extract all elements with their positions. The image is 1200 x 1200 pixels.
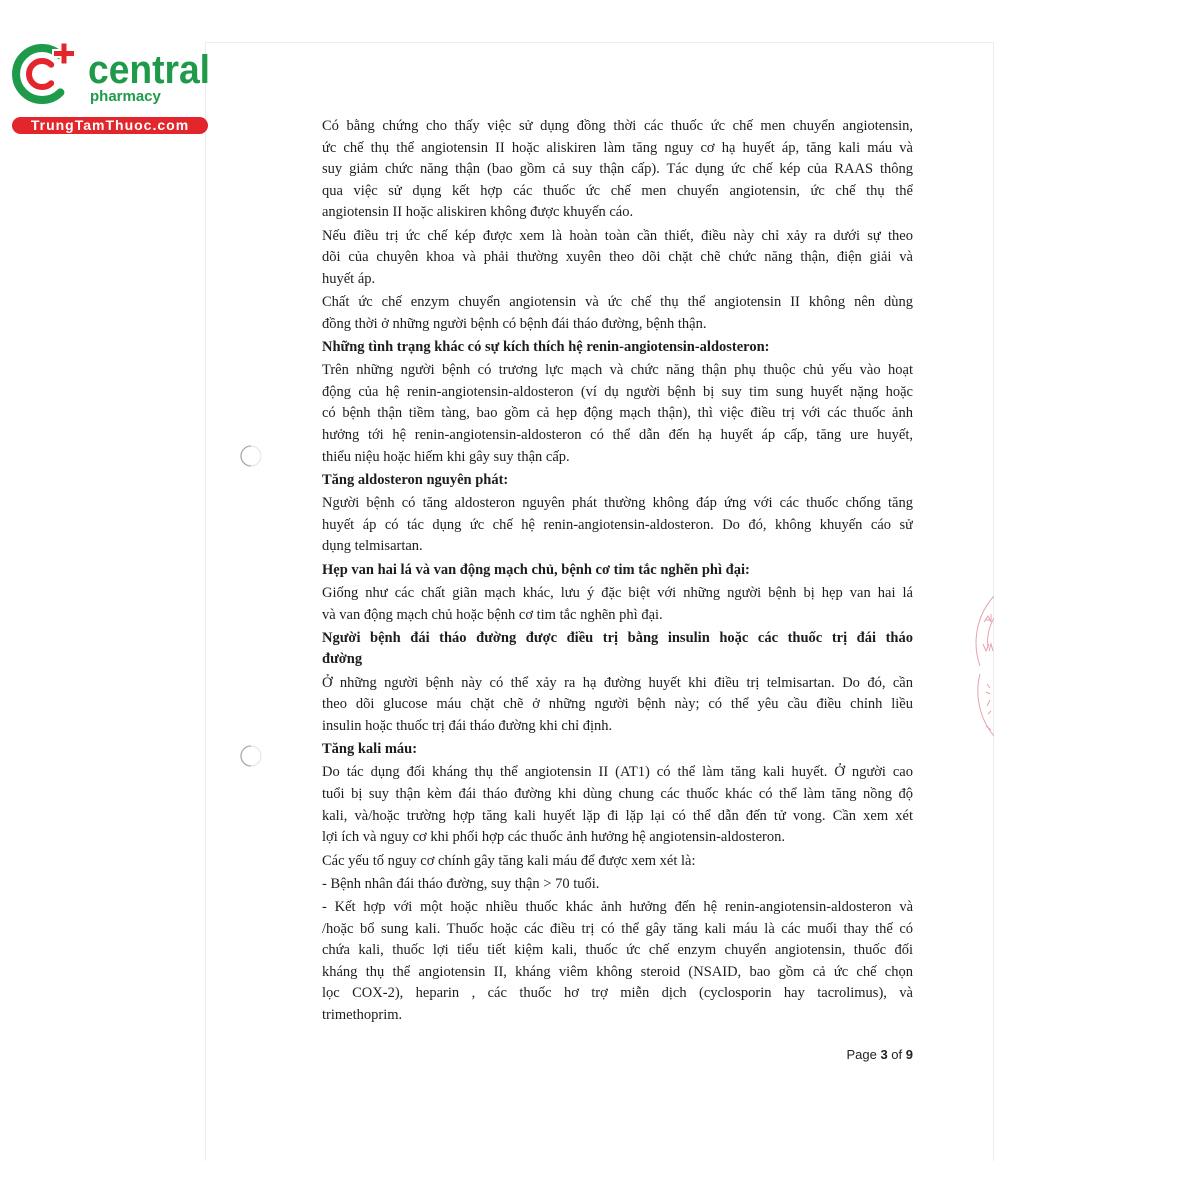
central-pharmacy-logo-icon bbox=[6, 34, 82, 110]
section-heading bbox=[322, 560, 913, 582]
paragraph bbox=[322, 673, 913, 738]
punch-hole-icon bbox=[238, 443, 264, 469]
heading-line: Tăng kali máu: bbox=[322, 741, 418, 758]
current-page: 3 bbox=[880, 1047, 888, 1062]
text-line: dụng telmisartan. bbox=[322, 538, 423, 555]
paragraph bbox=[322, 762, 913, 848]
text-line: ức chế thụ thể angiotensin II hoặc aliskiren làm tăng nguy cơ hạ huyết áp, tăng kali máu và bbox=[322, 139, 913, 156]
paragraph bbox=[322, 292, 913, 335]
text-line: dõi của chuyên khoa và phải thường xuyên theo dõi chặt chẽ chức năng thận, điện giải và bbox=[322, 249, 913, 266]
section-heading bbox=[322, 470, 913, 492]
text-line: Chất ức chế enzym chuyển angiotensin và ức chế thụ thể angiotensin II không nên dùng bbox=[322, 294, 913, 311]
website-label: TrungTamThuoc.com bbox=[30, 117, 190, 133]
text-line: Người bệnh có tăng aldosteron nguyên phát thường không đáp ứng với các thuốc chống tăng bbox=[322, 495, 913, 512]
heading-line: Hẹp van hai lá và van động mạch chủ, bệnh cơ tim tắc nghẽn phì đại: bbox=[322, 561, 750, 578]
page-label: Page bbox=[846, 1047, 877, 1062]
paragraph bbox=[322, 493, 913, 558]
paragraph bbox=[322, 851, 913, 873]
page-number bbox=[700, 1045, 913, 1065]
section-heading bbox=[322, 628, 913, 671]
text-line: Giống như các chất giãn mạch khác, lưu ý đặc biệt với những người bệnh bị hẹp van hai lá bbox=[322, 584, 913, 601]
heading-line: đường bbox=[322, 651, 363, 668]
text-line: huyết áp có tác dụng ức chế hệ renin-angiotensin-aldosteron. Do đó, không khuyến cáo sử bbox=[322, 516, 913, 533]
text-line: đồng thời ở những người bệnh có bệnh đái tháo đường, bệnh thận. bbox=[322, 315, 707, 332]
text-line: huyết áp. bbox=[322, 270, 376, 287]
of-label: of bbox=[891, 1047, 903, 1062]
text-line: - Bệnh nhân đái tháo đường, suy thận > 70 tuổi. bbox=[322, 875, 600, 892]
text-line: kháng thụ thể angiotensin II, kháng viêm không steroid (NSAID, bao gồm cả ức chế chọn bbox=[322, 963, 913, 980]
text-line: Các yếu tố nguy cơ chính gây tăng kali máu để được xem xét là: bbox=[322, 852, 696, 869]
document-body bbox=[322, 116, 913, 1027]
text-line: suy giảm chức năng thận (bao gồm cả suy thận cấp). Tác dụng ức chế kép của RAAS thông bbox=[322, 161, 913, 178]
text-line: angiotensin II hoặc aliskiren không được khuyến cáo. bbox=[322, 204, 634, 221]
text-line: thiểu niệu hoặc hiếm khi gây suy thận cấp. bbox=[322, 448, 570, 465]
heading-line: Người bệnh đái tháo đường được điều trị bằng insulin hoặc các thuốc trị đái tháo bbox=[322, 629, 913, 646]
text-line: động của hệ renin-angiotensin-aldosteron (ví dụ người bệnh bị suy tim sung huyết nặng hoặc bbox=[322, 383, 913, 400]
text-line: lọc COX-2), heparin , các thuốc hơ trợ miễn dịch (cyclosporin hay tacrolimus), và bbox=[322, 985, 913, 1002]
website-banner bbox=[12, 117, 208, 134]
text-line: Có bằng chứng cho thấy việc sử dụng đồng thời các thuốc ức chế men chuyển angiotensin, bbox=[322, 118, 913, 134]
paragraph bbox=[322, 226, 913, 291]
punch-hole-icon bbox=[238, 743, 264, 769]
section-heading bbox=[322, 739, 913, 761]
text-line: trimethoprim. bbox=[322, 1007, 403, 1024]
brand-name: central bbox=[88, 48, 210, 92]
text-line: tuổi bị suy thận kèm đái tháo đường khi dùng chung các thuốc khác có thể làm tăng nồng độ bbox=[322, 786, 913, 803]
text-line: insulin hoặc thuốc trị đái tháo đường khi chỉ định. bbox=[322, 717, 613, 734]
text-line: qua việc sử dụng kết hợp các thuốc ức chế men chuyển angiotensin, ức chế thụ thể bbox=[322, 182, 913, 199]
text-line: hưởng tới hệ renin-angiotensin-aldosteron có thể dẫn đến hạ huyết áp cấp, tăng ure huyết, bbox=[322, 427, 913, 444]
text-line: - Kết hợp với một hoặc nhiều thuốc khác ảnh hưởng đến hệ renin-angiotensin-aldosteron và bbox=[322, 899, 913, 916]
text-line: và van động mạch chủ hoặc bệnh cơ tim tắc nghẽn phì đại. bbox=[322, 606, 663, 623]
risk-factor-item bbox=[322, 897, 913, 1027]
text-line: Ở những người bệnh này có thể xảy ra hạ đường huyết khi điều trị telmisartan. Do đó, cần bbox=[322, 674, 913, 691]
text-line: /hoặc bổ sung kali. Thuốc hoặc các điều trị có thể gây tăng kali máu là các muối thay thế có bbox=[322, 920, 913, 937]
text-line: Do tác dụng đối kháng thụ thể angiotensin II (AT1) có thể làm tăng kali huyết. Ở người cao bbox=[322, 764, 913, 781]
brand-tagline: pharmacy bbox=[90, 88, 161, 105]
section-heading bbox=[322, 337, 913, 359]
heading-line: Tăng aldosteron nguyên phát: bbox=[322, 471, 509, 488]
heading-line: Những tình trạng khác có sự kích thích hệ renin-angiotensin-aldosteron: bbox=[322, 339, 770, 355]
text-line: có bệnh thận tiềm tàng, bao gồm cả hẹp động mạch thận), thì việc điều trị với các thuốc ảnh bbox=[322, 405, 913, 422]
text-line: kali, và/hoặc trường hợp tăng kali huyết lặp đi lặp lại có thể dẫn đến tử vong. Cần xem xét bbox=[322, 807, 913, 824]
paragraph bbox=[322, 583, 913, 626]
text-line: Trên những người bệnh có trương lực mạch và chức năng thận phụ thuộc chủ yếu vào hoạt bbox=[322, 362, 913, 379]
text-line: theo dõi glucose máu chặt chẽ ở những người bệnh này; có thể yêu cầu điều chỉnh liều bbox=[322, 696, 913, 713]
risk-factor-item bbox=[322, 874, 913, 896]
text-line: chứa kali, thuốc lợi tiểu tiết kiệm kali, thuốc ức chế enzym chuyển angiotensin, thuốc đối bbox=[322, 942, 913, 959]
text-line: lợi ích và nguy cơ khi phối hợp các thuốc ảnh hưởng hệ angiotensin-aldosteron. bbox=[322, 829, 785, 846]
total-pages: 9 bbox=[905, 1047, 913, 1062]
paragraph bbox=[322, 360, 913, 468]
paragraph bbox=[322, 116, 913, 224]
stamp-fragment-icon bbox=[970, 588, 994, 740]
text-line: Nếu điều trị ức chế kép được xem là hoàn toàn cần thiết, điều này chỉ xảy ra dưới sự theo bbox=[322, 227, 913, 244]
